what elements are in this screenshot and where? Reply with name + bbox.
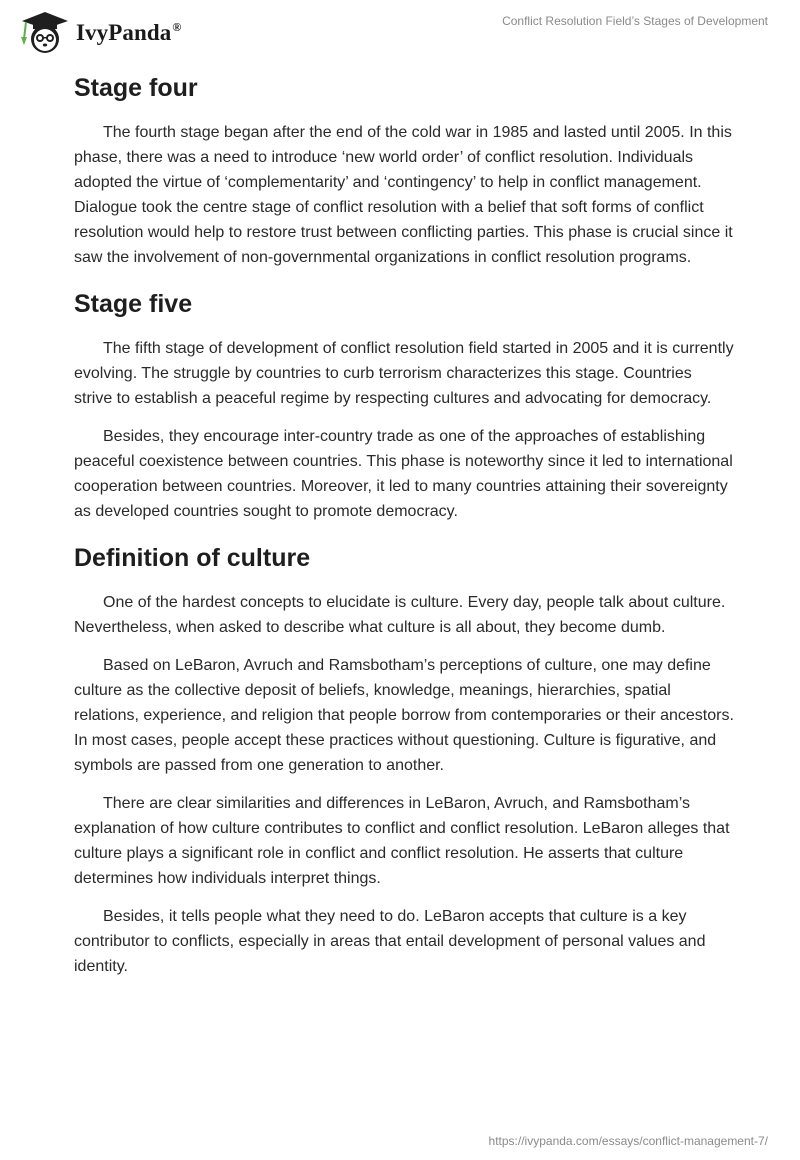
section-stage-four (74, 70, 734, 270)
section-definition-of-culture (74, 540, 734, 979)
paragraph: Besides, it tells people what they need to do. LeBaron accepts that culture is a key contributor to conflicts, especially in areas that entail development of personal values and identity. (74, 908, 706, 975)
brand-name: IvyPanda® (76, 20, 182, 45)
essay-content (74, 70, 734, 992)
paragraph: Besides, they encourage inter-country trade as one of the approaches of establishing peaceful coexistence between countries. This phase is noteworthy since it led to international cooperation between countries. Moreover, it led to many countries attaining their sovereignty as developed countries sought to promote democracy. (74, 428, 733, 520)
section-heading: Definition of culture (74, 544, 311, 572)
section-stage-five (74, 286, 734, 524)
panda-graduate-icon (14, 9, 72, 55)
source-url[interactable]: https://ivypanda.com/essays/conflict-management-7/ (488, 1134, 768, 1148)
page-header (0, 0, 800, 64)
paragraph: The fifth stage of development of conflict resolution field started in 2005 and it is currently evolving. The struggle by countries to curb terrorism characterizes this stage. Countries strive to establish a peaceful regime by respecting cultures and advocating for democracy. (74, 340, 734, 407)
registered-mark: ® (172, 20, 182, 35)
section-heading: Stage five (74, 290, 193, 318)
paragraph: The fourth stage began after the end of the cold war in 1985 and lasted until 2005. In this phase, there was a need to introduce ‘new world order’ of conflict resolution. Individuals adopted the virtue of ‘complementarity’ and ‘contingency’ to help in conflict management. Dialogue took the centre stage of conflict resolution with a belief that soft forms of conflict resolution would help to restore trust between conflicting parties. This phase is crucial since it saw the involvement of non-governmental organizations in conflict resolution programs. (74, 124, 733, 266)
document-title: Conflict Resolution Field’s Stages of Development (502, 14, 768, 28)
paragraph: Based on LeBaron, Avruch and Ramsbotham’s perceptions of culture, one may define culture as the collective deposit of beliefs, knowledge, meanings, hierarchies, spatial relations, experience, and religion that people borrow from contemporaries or their ancestors. In most cases, people accept these practices without questioning. Culture is figurative, and symbols are passed from one generation to another. (74, 657, 734, 774)
section-heading: Stage four (74, 74, 198, 102)
paragraph: There are clear similarities and differences in LeBaron, Avruch, and Ramsbotham’s explanation of how culture contributes to conflict and conflict resolution. LeBaron alleges that culture plays a significant role in conflict and conflict resolution. He asserts that culture determines how individuals interpret things. (74, 795, 730, 887)
paragraph: One of the hardest concepts to elucidate is culture. Every day, people talk about culture. Nevertheless, when asked to describe what culture is all about, they become dumb. (74, 594, 726, 636)
brand-logo[interactable] (14, 9, 181, 55)
